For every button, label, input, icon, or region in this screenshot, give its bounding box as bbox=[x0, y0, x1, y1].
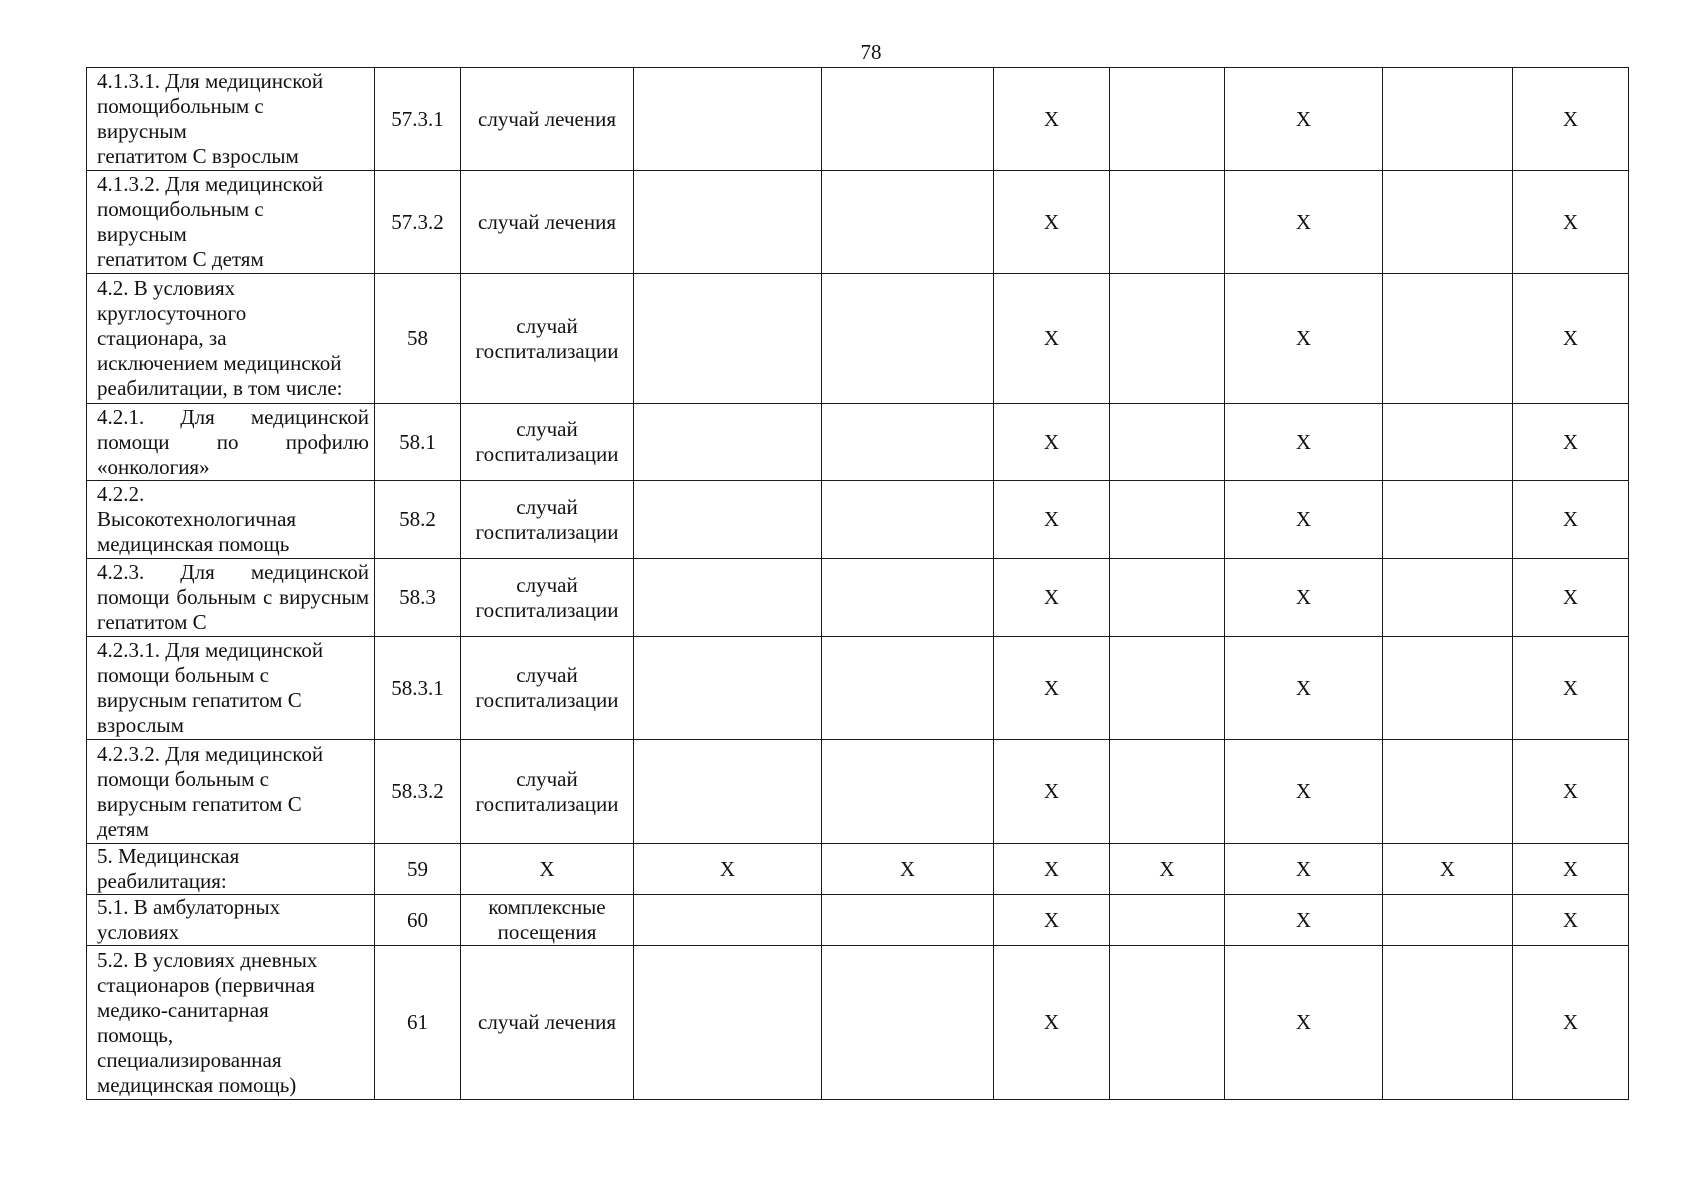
value-cell: X bbox=[1513, 844, 1629, 895]
value-cell: X bbox=[634, 844, 822, 895]
value-cell bbox=[634, 559, 822, 637]
value-cell: X bbox=[994, 404, 1110, 481]
value-cell: X bbox=[1110, 844, 1225, 895]
table-body bbox=[87, 68, 1629, 1100]
value-cell: X bbox=[1225, 559, 1383, 637]
value-cell bbox=[1383, 404, 1513, 481]
value-cell bbox=[634, 740, 822, 844]
table-row bbox=[87, 844, 1629, 895]
value-cell: X bbox=[1513, 481, 1629, 559]
table-row bbox=[87, 946, 1629, 1100]
value-cell: X bbox=[994, 740, 1110, 844]
table-row bbox=[87, 481, 1629, 559]
value-cell: X bbox=[1225, 274, 1383, 404]
value-cell: X bbox=[994, 559, 1110, 637]
value-cell bbox=[1110, 274, 1225, 404]
row-name-cell: 5.2. В условиях дневных стационаров (первичная медико-санитарная помощь, специализированная медицинская помощь) bbox=[87, 946, 375, 1100]
value-cell: X bbox=[994, 68, 1110, 171]
value-cell bbox=[634, 68, 822, 171]
value-cell bbox=[1383, 895, 1513, 946]
value-cell: X bbox=[1225, 740, 1383, 844]
value-cell bbox=[1110, 404, 1225, 481]
row-code-cell: 59 bbox=[375, 844, 461, 895]
value-cell bbox=[1110, 559, 1225, 637]
page-number: 78 bbox=[860, 40, 882, 64]
row-unit-cell: случай госпитализации bbox=[461, 481, 634, 559]
value-cell bbox=[634, 404, 822, 481]
row-name-cell: 4.2.3.1. Для медицинской помощи больным с вирусным гепатитом С взрослым bbox=[87, 637, 375, 740]
row-unit-cell: случай госпитализации bbox=[461, 274, 634, 404]
value-cell bbox=[1383, 171, 1513, 274]
table-row bbox=[87, 637, 1629, 740]
row-code-cell: 57.3.1 bbox=[375, 68, 461, 171]
row-unit-cell: случай госпитализации bbox=[461, 404, 634, 481]
value-cell bbox=[634, 946, 822, 1100]
row-name-cell: 4.1.3.1. Для медицинской помощибольным с вирусным гепатитом С взрослым bbox=[87, 68, 375, 171]
row-unit-cell: случай лечения bbox=[461, 68, 634, 171]
row-name-cell: 4.1.3.2. Для медицинской помощибольным с вирусным гепатитом С детям bbox=[87, 171, 375, 274]
value-cell bbox=[822, 404, 994, 481]
value-cell: X bbox=[1225, 404, 1383, 481]
row-name-cell: 4.2. В условиях круглосуточного стационара, за исключением медицинской реабилитации, в том числе: bbox=[87, 274, 375, 404]
value-cell bbox=[822, 171, 994, 274]
row-name-cell: 4.2.1. Для медицинской помощи по профилю «онкология» bbox=[87, 404, 375, 481]
value-cell bbox=[1383, 740, 1513, 844]
row-code-cell: 58 bbox=[375, 274, 461, 404]
value-cell bbox=[822, 559, 994, 637]
table-row bbox=[87, 895, 1629, 946]
value-cell: X bbox=[1225, 481, 1383, 559]
value-cell bbox=[1110, 68, 1225, 171]
row-name-cell: 4.2.3.2. Для медицинской помощи больным с вирусным гепатитом С детям bbox=[87, 740, 375, 844]
table-row bbox=[87, 740, 1629, 844]
row-unit-cell: случай госпитализации bbox=[461, 559, 634, 637]
data-table bbox=[86, 67, 1629, 1100]
row-code-cell: 60 bbox=[375, 895, 461, 946]
value-cell bbox=[1383, 946, 1513, 1100]
value-cell bbox=[1110, 637, 1225, 740]
value-cell: X bbox=[1225, 637, 1383, 740]
row-unit-cell: комплексные посещения bbox=[461, 895, 634, 946]
row-unit-cell: случай лечения bbox=[461, 171, 634, 274]
row-unit-cell: случай госпитализации bbox=[461, 740, 634, 844]
table-row bbox=[87, 559, 1629, 637]
value-cell: X bbox=[994, 946, 1110, 1100]
value-cell bbox=[822, 946, 994, 1100]
row-name-cell: 4.2.2. Высокотехнологичная медицинская помощь bbox=[87, 481, 375, 559]
value-cell bbox=[1110, 481, 1225, 559]
value-cell bbox=[822, 481, 994, 559]
value-cell bbox=[1383, 68, 1513, 171]
value-cell bbox=[822, 274, 994, 404]
row-name-cell: 5.1. В амбулаторных условиях bbox=[87, 895, 375, 946]
value-cell bbox=[634, 481, 822, 559]
value-cell bbox=[1383, 274, 1513, 404]
value-cell bbox=[1110, 946, 1225, 1100]
value-cell: X bbox=[1513, 740, 1629, 844]
value-cell: X bbox=[822, 844, 994, 895]
value-cell bbox=[634, 895, 822, 946]
value-cell: X bbox=[1513, 946, 1629, 1100]
table-row bbox=[87, 171, 1629, 274]
value-cell bbox=[1110, 171, 1225, 274]
table-row bbox=[87, 68, 1629, 171]
value-cell: X bbox=[994, 844, 1110, 895]
value-cell: X bbox=[1513, 559, 1629, 637]
value-cell bbox=[634, 171, 822, 274]
value-cell bbox=[634, 274, 822, 404]
value-cell bbox=[1383, 481, 1513, 559]
value-cell bbox=[634, 637, 822, 740]
value-cell: X bbox=[994, 895, 1110, 946]
value-cell: X bbox=[1513, 274, 1629, 404]
value-cell: X bbox=[1513, 68, 1629, 171]
value-cell bbox=[1383, 559, 1513, 637]
value-cell: X bbox=[1225, 68, 1383, 171]
value-cell: X bbox=[1513, 171, 1629, 274]
row-unit-cell: случай госпитализации bbox=[461, 637, 634, 740]
value-cell: X bbox=[1225, 946, 1383, 1100]
row-code-cell: 58.3.2 bbox=[375, 740, 461, 844]
row-code-cell: 57.3.2 bbox=[375, 171, 461, 274]
value-cell: X bbox=[1225, 171, 1383, 274]
value-cell bbox=[822, 895, 994, 946]
value-cell bbox=[822, 637, 994, 740]
value-cell bbox=[1110, 740, 1225, 844]
row-unit-cell: X bbox=[461, 844, 634, 895]
value-cell: X bbox=[1225, 844, 1383, 895]
row-code-cell: 58.2 bbox=[375, 481, 461, 559]
value-cell: X bbox=[994, 274, 1110, 404]
row-code-cell: 58.1 bbox=[375, 404, 461, 481]
table-row bbox=[87, 404, 1629, 481]
value-cell: X bbox=[1513, 404, 1629, 481]
value-cell bbox=[1383, 637, 1513, 740]
row-code-cell: 58.3 bbox=[375, 559, 461, 637]
value-cell: X bbox=[994, 481, 1110, 559]
value-cell bbox=[1110, 895, 1225, 946]
row-name-cell: 5. Медицинская реабилитация: bbox=[87, 844, 375, 895]
row-unit-cell: случай лечения bbox=[461, 946, 634, 1100]
value-cell: X bbox=[1513, 637, 1629, 740]
value-cell: X bbox=[1383, 844, 1513, 895]
row-code-cell: 61 bbox=[375, 946, 461, 1100]
value-cell: X bbox=[994, 637, 1110, 740]
value-cell: X bbox=[1513, 895, 1629, 946]
row-name-cell: 4.2.3. Для медицинской помощи больным с вирусным гепатитом С bbox=[87, 559, 375, 637]
value-cell: X bbox=[1225, 895, 1383, 946]
value-cell: X bbox=[994, 171, 1110, 274]
table-row bbox=[87, 274, 1629, 404]
row-code-cell: 58.3.1 bbox=[375, 637, 461, 740]
value-cell bbox=[822, 740, 994, 844]
value-cell bbox=[822, 68, 994, 171]
